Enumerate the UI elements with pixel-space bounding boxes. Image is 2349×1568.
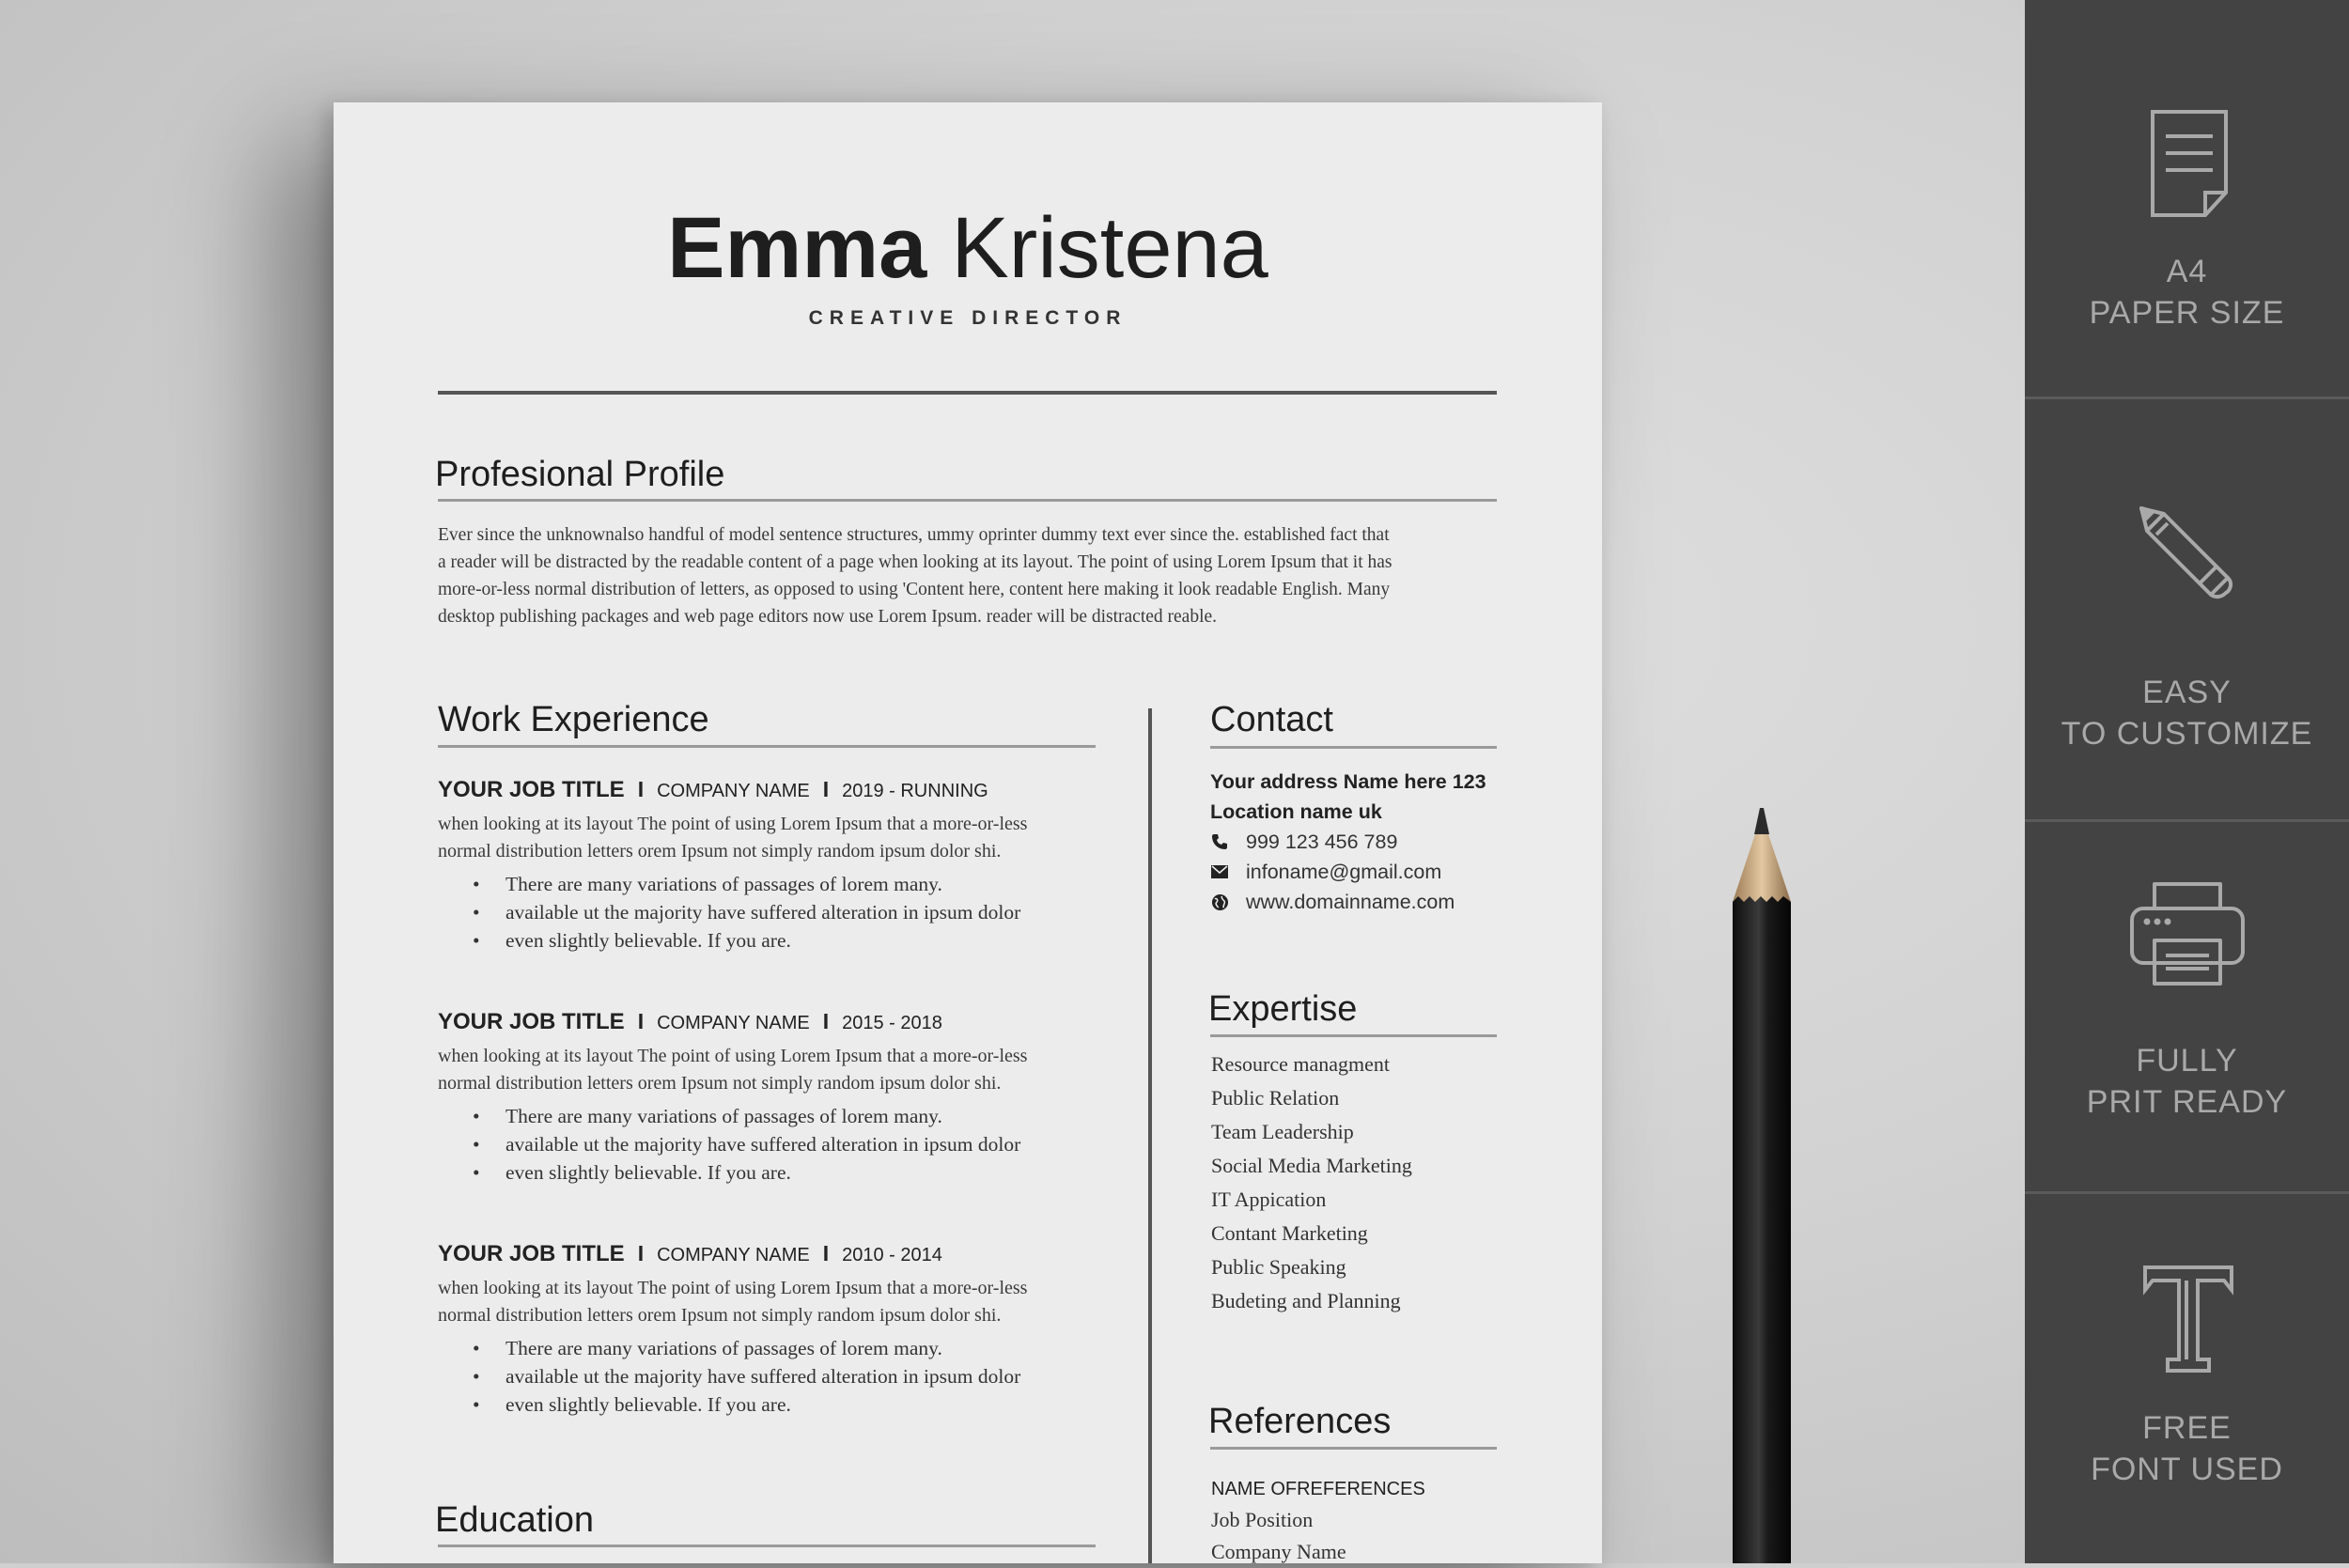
- feature-free-font: [2025, 1194, 2349, 1563]
- expertise-heading: Expertise: [1208, 989, 1358, 1029]
- job-bullet: • There are many variations of passages of lorem many.: [438, 870, 1096, 898]
- job-description-line: normal distribution letters orem Ipsum not simply random ipsum dolor shi.: [438, 1305, 1002, 1326]
- profile-line: desktop publishing packages and web page editors now use Lorem Ipsum. reader will be distracted reable.: [438, 607, 1218, 627]
- contact-divider: [1210, 746, 1497, 749]
- expertise-item: Contant Marketing: [1211, 1221, 1368, 1245]
- contact-phone: [1210, 827, 1486, 857]
- expertise-list: [1211, 1048, 1412, 1318]
- job-bullet: • There are many variations of passages of lorem many.: [438, 1334, 1096, 1362]
- feature-label-line: TO CUSTOMIZE: [2061, 716, 2313, 752]
- feature-label-line: PRIT READY: [2086, 1084, 2288, 1120]
- job-dates: 2015 - 2018: [842, 1013, 942, 1033]
- header-divider: [438, 391, 1497, 395]
- reference-company: Company Name: [1211, 1540, 1346, 1563]
- phone-number: 999 123 456 789: [1246, 830, 1398, 853]
- expertise-item: Resource managment: [1211, 1052, 1390, 1076]
- expertise-item: Public Relation: [1211, 1086, 1340, 1110]
- company-name: COMPANY NAME: [657, 1013, 810, 1033]
- job-bullet: • even slightly believable. If you are.: [438, 926, 1096, 955]
- references-divider: [1210, 1447, 1497, 1450]
- job-description-line: normal distribution letters orem Ipsum not simply random ipsum dolor shi.: [438, 1073, 1002, 1094]
- job-separator: I: [822, 1009, 830, 1033]
- job-title: YOUR JOB TITLE: [438, 1009, 625, 1034]
- expertise-item: IT Appication: [1211, 1188, 1327, 1211]
- job-bullet: • even slightly believable. If you are.: [438, 1390, 1096, 1419]
- contact-block: [1210, 767, 1486, 917]
- company-name: COMPANY NAME: [657, 1245, 810, 1265]
- document-icon: [2147, 108, 2232, 221]
- job-bullet: • available ut the majority have suffered alteration in ipsum dolor: [438, 1362, 1096, 1390]
- job-dates: 2010 - 2014: [842, 1245, 942, 1265]
- reference-name: NAME OFREFERENCES: [1211, 1479, 1425, 1499]
- profile-heading: Profesional Profile: [435, 455, 725, 494]
- last-name: Kristena: [951, 200, 1268, 296]
- profile-line: a reader will be distracted by the readable content of a page when looking at its layout. The point of using Lorem Ipsum that it has: [438, 552, 1392, 572]
- education-heading: Education: [435, 1500, 595, 1540]
- feature-label: [2025, 251, 2349, 334]
- job-description-line: when looking at its layout The point of using Lorem Ipsum that a more-or-less: [438, 814, 1028, 834]
- job-separator: I: [637, 1241, 645, 1265]
- contact-web: [1210, 887, 1486, 917]
- contact-address: Your address Name here 123: [1210, 770, 1486, 793]
- first-name: Emma: [667, 200, 927, 296]
- job-description-line: when looking at its layout The point of using Lorem Ipsum that a more-or-less: [438, 1046, 1028, 1066]
- feature-label-line: PAPER SIZE: [2089, 295, 2285, 331]
- mail-icon: [1210, 862, 1229, 881]
- job-bullet: • available ut the majority have suffered alteration in ipsum dolor: [438, 1130, 1096, 1158]
- job-header: [438, 1009, 1096, 1035]
- feature-label-line: FONT USED: [2091, 1452, 2283, 1487]
- feature-label-line: EASY: [2142, 675, 2232, 710]
- job-bullets: [438, 870, 1096, 955]
- expertise-item: Budeting and Planning: [1211, 1289, 1401, 1312]
- phone-icon: [1210, 832, 1229, 851]
- contact-heading: Contact: [1210, 700, 1333, 739]
- job-entry: [438, 1241, 1096, 1419]
- expertise-item: Public Speaking: [1211, 1255, 1346, 1279]
- references-heading: References: [1208, 1402, 1392, 1441]
- job-separator: I: [637, 1009, 645, 1033]
- feature-label: [2025, 1040, 2349, 1123]
- job-entry: [438, 777, 1096, 955]
- email-address: infoname@gmail.com: [1246, 860, 1442, 883]
- job-bullets: [438, 1102, 1096, 1187]
- resume-name: [334, 196, 1602, 300]
- contact-email: [1210, 857, 1486, 887]
- job-separator: I: [822, 777, 830, 801]
- globe-icon: [1210, 893, 1229, 911]
- feature-print-ready: [2025, 822, 2349, 1191]
- profile-divider: [438, 499, 1497, 502]
- job-description-line: when looking at its layout The point of using Lorem Ipsum that a more-or-less: [438, 1278, 1028, 1298]
- job-bullet: • even slightly believable. If you are.: [438, 1158, 1096, 1187]
- job-separator: I: [822, 1241, 830, 1265]
- job-entry: [438, 1009, 1096, 1187]
- job-bullet: • available ut the majority have suffered alteration in ipsum dolor: [438, 898, 1096, 926]
- resume-role: CREATIVE DIRECTOR: [808, 307, 1128, 329]
- feature-label-line: FREE: [2142, 1410, 2232, 1446]
- job-description: [438, 1043, 1096, 1097]
- resume-page: [334, 102, 1602, 1563]
- feature-paper-size: [2025, 0, 2349, 397]
- font-icon: [2141, 1264, 2235, 1374]
- profile-text: [438, 521, 1509, 630]
- work-divider: [438, 745, 1096, 748]
- job-title: YOUR JOB TITLE: [438, 777, 625, 802]
- profile-line: more-or-less normal distribution of letters, as opposed to using 'Content here, content here making it look readable English. Many: [438, 580, 1391, 599]
- profile-line: Ever since the unknownalso handful of model sentence structures, ummy oprinter dummy text ever since the. established fact that: [438, 525, 1390, 545]
- feature-label: [2025, 1407, 2349, 1490]
- feature-customize: [2025, 399, 2349, 819]
- job-dates: 2019 - RUNNING: [842, 781, 988, 801]
- expertise-item: Social Media Marketing: [1211, 1154, 1412, 1177]
- work-heading: Work Experience: [438, 700, 709, 739]
- website: www.domainname.com: [1246, 890, 1455, 913]
- job-bullet: • There are many variations of passages of lorem many.: [438, 1102, 1096, 1130]
- reference-block: [1211, 1474, 1425, 1568]
- feature-label-line: FULLY: [2136, 1043, 2238, 1079]
- pencil-icon: [2136, 503, 2239, 606]
- job-separator: I: [637, 777, 645, 801]
- feature-label-line: A4: [2166, 254, 2208, 289]
- job-description-line: normal distribution letters orem Ipsum not simply random ipsum dolor shi.: [438, 841, 1002, 862]
- job-title: YOUR JOB TITLE: [438, 1241, 625, 1266]
- feature-label: [2025, 672, 2349, 754]
- contact-location: Location name uk: [1210, 800, 1382, 823]
- company-name: COMPANY NAME: [657, 781, 810, 801]
- column-divider: [1148, 708, 1152, 1563]
- education-divider: [438, 1545, 1096, 1547]
- features-sidebar: [2025, 0, 2349, 1563]
- reference-position: Job Position: [1211, 1508, 1314, 1531]
- job-description: [438, 811, 1096, 865]
- job-header: [438, 1241, 1096, 1267]
- expertise-item: Team Leadership: [1211, 1120, 1354, 1143]
- printer-icon: [2128, 880, 2247, 988]
- pencil-image: [1729, 808, 1795, 1563]
- job-bullets: [438, 1334, 1096, 1419]
- job-header: [438, 777, 1096, 803]
- job-description: [438, 1275, 1096, 1329]
- expertise-divider: [1210, 1034, 1497, 1037]
